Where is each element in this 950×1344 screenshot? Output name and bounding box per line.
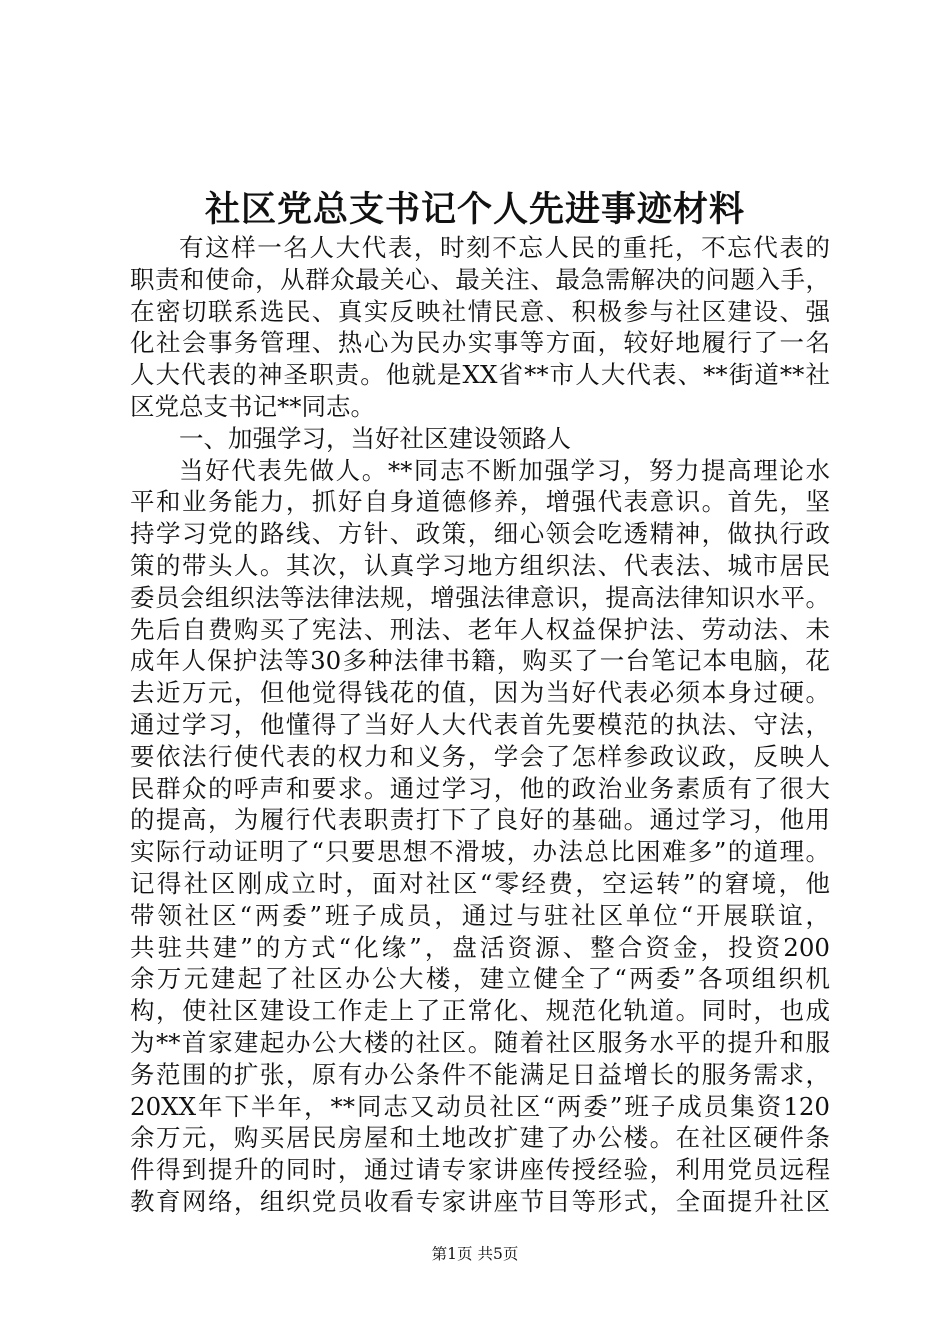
paragraph-line: 构，使社区建设工作走上了正常化、规范化轨道。同时，也成 xyxy=(130,996,830,1026)
section-heading: 一、加强学习，当好社区建设领路人 xyxy=(179,423,571,453)
paragraph-line: 职责和使命，从群众最关心、最关注、最急需解决的问题入手， xyxy=(130,264,830,294)
document-body xyxy=(130,232,830,1218)
paragraph-line: 委员会组织法等法律法规，增强法律意识，提高法律知识水平。 xyxy=(130,582,830,612)
paragraph-line: 持学习党的路线、方针、政策，细心领会吃透精神，做执行政 xyxy=(130,519,830,549)
paragraph-line: 平和业务能力，抓好自身道德修养，增强代表意识。首先，坚 xyxy=(130,487,830,517)
paragraph-line: 当好代表先做人。**同志不断加强学习，努力提高理论水 xyxy=(179,455,830,485)
paragraph-line: 通过学习，他懂得了当好人大代表首先要模范的执法、守法， xyxy=(130,709,830,739)
paragraph-line: 有这样一名人大代表，时刻不忘人民的重托，不忘代表的 xyxy=(179,233,830,262)
paragraph-line: 民群众的呼声和要求。通过学习，他的政治业务素质有了很大 xyxy=(130,773,830,803)
paragraph-line: 要依法行使代表的权力和义务，学会了怎样参政议政，反映人 xyxy=(130,741,830,771)
paragraph-line: 带领社区“两委”班子成员，通过与驻社区单位“开展联谊， xyxy=(130,900,830,930)
paragraph-line: 先后自费购买了宪法、刑法、老年人权益保护法、劳动法、未 xyxy=(130,614,830,644)
paragraph-line: 的提高，为履行代表职责打下了良好的基础。通过学习，他用 xyxy=(130,805,830,835)
paragraph-line: 人大代表的神圣职责。他就是XX省**市人大代表、**街道**社 xyxy=(130,360,830,390)
paragraph-line: 化社会事务管理、热心为民办实事等方面，较好地履行了一名 xyxy=(130,328,830,358)
paragraph-line: 件得到提升的同时，通过请专家讲座传授经验，利用党员远程 xyxy=(130,1155,830,1185)
paragraph-line: 20XX年下半年，**同志又动员社区“两委”班子成员集资120 xyxy=(130,1091,830,1121)
document-title: 社区党总支书记个人先进事迹材料 xyxy=(204,189,745,230)
paragraph-line: 在密切联系选民、真实反映社情民意、积极参与社区建设、强 xyxy=(130,296,830,326)
paragraph-line: 为**首家建起办公大楼的社区。随着社区服务水平的提升和服 xyxy=(130,1027,830,1057)
paragraph-line: 实际行动证明了“只要思想不滑坡，办法总比困难多”的道理。 xyxy=(130,837,830,867)
paragraph-line: 成年人保护法等30多种法律书籍，购买了一台笔记本电脑，花 xyxy=(130,646,830,676)
paragraph-line: 策的带头人。其次，认真学习地方组织法、代表法、城市居民 xyxy=(130,550,830,580)
paragraph-line: 余万元建起了社区办公大楼，建立健全了“两委”各项组织机 xyxy=(130,964,830,994)
page-number-footer: 第1页 共5页 xyxy=(431,1245,519,1263)
paragraph-line: 务范围的扩张，原有办公条件不能满足日益增长的服务需求， xyxy=(130,1059,830,1089)
paragraph-line: 记得社区刚成立时，面对社区“零经费，空运转”的窘境，他 xyxy=(130,868,830,898)
paragraph-line: 教育网络，组织党员收看专家讲座节目等形式，全面提升社区 xyxy=(130,1186,830,1216)
paragraph-line: 区党总支书记**同志。 xyxy=(130,391,375,421)
paragraph-line: 共驻共建”的方式“化缘”，盘活资源、整合资金，投资200 xyxy=(130,932,830,962)
paragraph-line: 去近万元，但他觉得钱花的值，因为当好代表必须本身过硬。 xyxy=(130,678,830,708)
paragraph-line: 余万元，购买居民房屋和土地改扩建了办公楼。在社区硬件条 xyxy=(130,1123,830,1153)
